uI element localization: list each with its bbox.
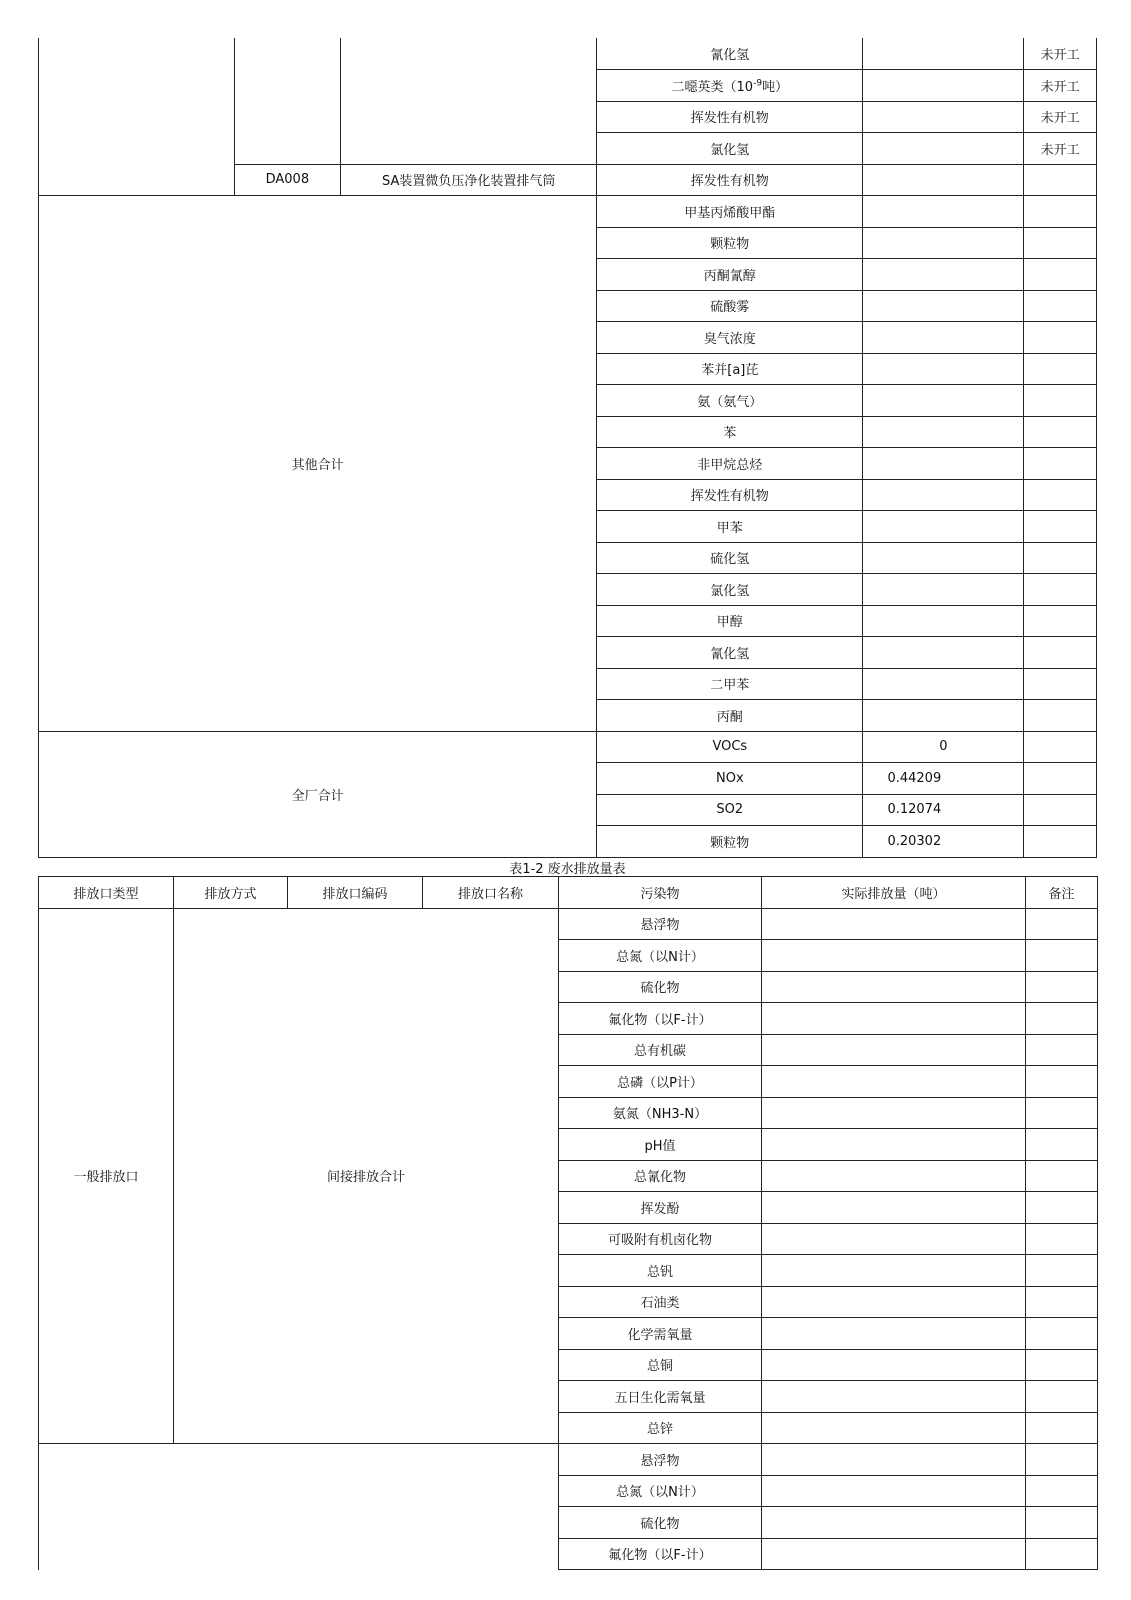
remark-cell (1026, 1003, 1098, 1035)
table-row (39, 196, 1097, 228)
amount-cell (762, 1507, 1026, 1539)
column-header: 排放方式 (174, 877, 288, 909)
pollutant-cell: 氨氮（NH3-N） (559, 1097, 762, 1129)
remark-cell (1024, 322, 1097, 354)
table-row (39, 1444, 1098, 1476)
amount-cell (762, 1538, 1026, 1570)
empty-cell (234, 38, 341, 164)
amount-cell (863, 511, 1024, 543)
remark-cell (1024, 259, 1097, 291)
pollutant-cell: 挥发性有机物 (597, 101, 863, 133)
amount-cell (863, 259, 1024, 291)
pollutant-cell: NOx (597, 763, 863, 795)
remark-cell (1026, 971, 1098, 1003)
remark-cell (1026, 1318, 1098, 1350)
pollutant-cell: 苯并[a]芘 (597, 353, 863, 385)
pollutant-cell: 二甲苯 (597, 668, 863, 700)
remark-cell (1026, 1507, 1098, 1539)
pollutant-cell: 甲醇 (597, 605, 863, 637)
pollutant-cell: 臭气浓度 (597, 322, 863, 354)
amount-cell (762, 1255, 1026, 1287)
amount-cell (762, 908, 1026, 940)
pollutant-cell: 可吸附有机卤化物 (559, 1223, 762, 1255)
amount-cell (863, 574, 1024, 606)
amount-cell (762, 1034, 1026, 1066)
plant-total-label: 全厂合计 (39, 731, 597, 857)
remark-cell (1026, 1129, 1098, 1161)
remark-cell (1024, 763, 1097, 795)
amount-cell: 0.44209 (863, 763, 1024, 795)
pollutant-cell: 总氮（以N计） (559, 940, 762, 972)
amount-cell (863, 668, 1024, 700)
amount-cell (863, 133, 1024, 165)
remark-cell (1024, 826, 1097, 858)
amount-cell (863, 385, 1024, 417)
pollutant-cell: VOCs (597, 731, 863, 763)
pollutant-cell: 硫化氢 (597, 542, 863, 574)
amount-cell (762, 1349, 1026, 1381)
outlet-code-cell: DA008 (234, 164, 341, 196)
amount-cell (762, 1066, 1026, 1098)
amount-cell (762, 1223, 1026, 1255)
pollutant-cell: 总磷（以P计） (559, 1066, 762, 1098)
amount-cell (863, 38, 1024, 70)
pollutant-cell: 化学需氧量 (559, 1318, 762, 1350)
pollutant-cell: 五日生化需氧量 (559, 1381, 762, 1413)
remark-cell (1024, 164, 1097, 196)
amount-cell (762, 1475, 1026, 1507)
amount-cell (863, 290, 1024, 322)
column-header: 实际排放量（吨） (762, 877, 1026, 909)
amount-cell (762, 1412, 1026, 1444)
amount-cell (762, 940, 1026, 972)
remark-cell: 未开工 (1024, 133, 1097, 165)
pollutant-cell: 丙酮氰醇 (597, 259, 863, 291)
remark-cell (1024, 385, 1097, 417)
amount-cell (863, 605, 1024, 637)
amount-cell (863, 70, 1024, 102)
amount-cell (863, 227, 1024, 259)
amount-cell (863, 196, 1024, 228)
pollutant-cell: 总氰化物 (559, 1160, 762, 1192)
amount-cell (863, 700, 1024, 732)
pollutant-cell: 石油类 (559, 1286, 762, 1318)
pollutant-exponent: -9 (753, 78, 763, 89)
amount-cell (762, 1286, 1026, 1318)
empty-cell (341, 38, 597, 164)
amount-cell (863, 542, 1024, 574)
pollutant-cell: 氰化氢 (597, 637, 863, 669)
pollutant-cell: 丙酮 (597, 700, 863, 732)
column-header: 排放口名称 (423, 877, 559, 909)
remark-cell (1024, 700, 1097, 732)
empty-cell (39, 38, 235, 164)
pollutant-cell (597, 70, 863, 102)
column-header: 备注 (1026, 877, 1098, 909)
amount-cell (762, 1192, 1026, 1224)
amount-cell: 0.20302 (863, 826, 1024, 858)
remark-cell: 未开工 (1024, 38, 1097, 70)
remark-cell (1024, 448, 1097, 480)
pollutant-cell: 悬浮物 (559, 1444, 762, 1476)
pollutant-cell: 硫化物 (559, 971, 762, 1003)
pollutant-unit: 吨） (762, 79, 789, 95)
remark-cell (1024, 290, 1097, 322)
outlet-name-cell: SA装置微负压净化装置排气筒 (341, 164, 597, 196)
pollutant-cell: 甲基丙烯酸甲酯 (597, 196, 863, 228)
pollutant-cell: 甲苯 (597, 511, 863, 543)
remark-cell (1024, 574, 1097, 606)
column-header: 排放口类型 (39, 877, 174, 909)
remark-cell (1026, 1192, 1098, 1224)
amount-cell (762, 1097, 1026, 1129)
amount-cell (863, 353, 1024, 385)
remark-cell (1024, 479, 1097, 511)
pollutant-cell: 氰化氢 (597, 38, 863, 70)
remark-cell (1024, 353, 1097, 385)
amount-cell: 0.12074 (863, 794, 1024, 826)
remark-cell (1026, 1475, 1098, 1507)
remark-cell: 未开工 (1024, 70, 1097, 102)
amount-cell (762, 1160, 1026, 1192)
pollutant-cell: 总氮（以N计） (559, 1475, 762, 1507)
pollutant-cell: 颗粒物 (597, 227, 863, 259)
remark-cell (1024, 731, 1097, 763)
pollutant-cell: 总有机碳 (559, 1034, 762, 1066)
pollutant-cell: pH值 (559, 1129, 762, 1161)
amount-cell (762, 971, 1026, 1003)
remark-cell (1026, 908, 1098, 940)
pollutant-cell: 氟化物（以F-计） (559, 1538, 762, 1570)
remark-cell (1024, 794, 1097, 826)
pollutant-cell: 挥发性有机物 (597, 164, 863, 196)
outlet-type-cell: 一般排放口 (39, 908, 174, 1444)
amount-cell (762, 1381, 1026, 1413)
pollutant-cell: 总锌 (559, 1412, 762, 1444)
pollutant-cell: 硫化物 (559, 1507, 762, 1539)
amount-cell (863, 448, 1024, 480)
pollutant-cell: 总铜 (559, 1349, 762, 1381)
amount-cell (762, 1003, 1026, 1035)
pollutant-cell: 氨（氨气） (597, 385, 863, 417)
empty-cell (39, 164, 235, 196)
pollutant-cell: 硫酸雾 (597, 290, 863, 322)
remark-cell (1024, 196, 1097, 228)
table-row (39, 38, 1097, 70)
remark-cell (1024, 227, 1097, 259)
pollutant-cell: 氟化物（以F-计） (559, 1003, 762, 1035)
amount-cell (863, 164, 1024, 196)
amount-cell (863, 101, 1024, 133)
remark-cell (1026, 1097, 1098, 1129)
amount-cell (863, 637, 1024, 669)
pollutant-cell: 挥发性有机物 (597, 479, 863, 511)
table-row (39, 164, 1097, 196)
remark-cell (1026, 1412, 1098, 1444)
pollutant-cell: 总钒 (559, 1255, 762, 1287)
remark-cell (1026, 1349, 1098, 1381)
remark-cell (1024, 511, 1097, 543)
remark-cell (1024, 542, 1097, 574)
pollutant-cell: 氯化氢 (597, 574, 863, 606)
pollutant-cell: 苯 (597, 416, 863, 448)
table-row (39, 731, 1097, 763)
remark-cell (1026, 1538, 1098, 1570)
waste-gas-table (38, 38, 1097, 858)
remark-cell (1026, 1160, 1098, 1192)
amount-cell (863, 479, 1024, 511)
remark-cell (1024, 605, 1097, 637)
pollutant-cell: 挥发酚 (559, 1192, 762, 1224)
remark-cell (1026, 1223, 1098, 1255)
amount-cell (762, 1444, 1026, 1476)
remark-cell (1026, 1255, 1098, 1287)
pollutant-cell: SO2 (597, 794, 863, 826)
remark-cell: 未开工 (1024, 101, 1097, 133)
pollutant-text: 二噁英类（10 (671, 79, 754, 95)
table-row (39, 908, 1098, 940)
amount-cell (762, 1129, 1026, 1161)
remark-cell (1024, 416, 1097, 448)
remark-cell (1026, 1381, 1098, 1413)
remark-cell (1026, 1444, 1098, 1476)
amount-cell (863, 322, 1024, 354)
remark-cell (1024, 668, 1097, 700)
amount-cell (762, 1318, 1026, 1350)
header-row (39, 877, 1098, 909)
empty-cell (39, 1444, 559, 1570)
waste-water-table (38, 876, 1098, 1570)
pollutant-cell: 氯化氢 (597, 133, 863, 165)
remark-cell (1026, 940, 1098, 972)
pollutant-cell: 非甲烷总烃 (597, 448, 863, 480)
remark-cell (1026, 1286, 1098, 1318)
remark-cell (1024, 637, 1097, 669)
column-header: 污染物 (559, 877, 762, 909)
pollutant-cell: 悬浮物 (559, 908, 762, 940)
amount-cell (863, 416, 1024, 448)
remark-cell (1026, 1034, 1098, 1066)
indirect-total-label: 间接排放合计 (174, 908, 559, 1444)
pollutant-cell: 颗粒物 (597, 826, 863, 858)
table-caption: 表1-2 废水排放量表 (509, 862, 626, 877)
other-total-label: 其他合计 (39, 196, 597, 732)
column-header: 排放口编码 (288, 877, 423, 909)
amount-cell: 0 (863, 731, 1024, 763)
remark-cell (1026, 1066, 1098, 1098)
